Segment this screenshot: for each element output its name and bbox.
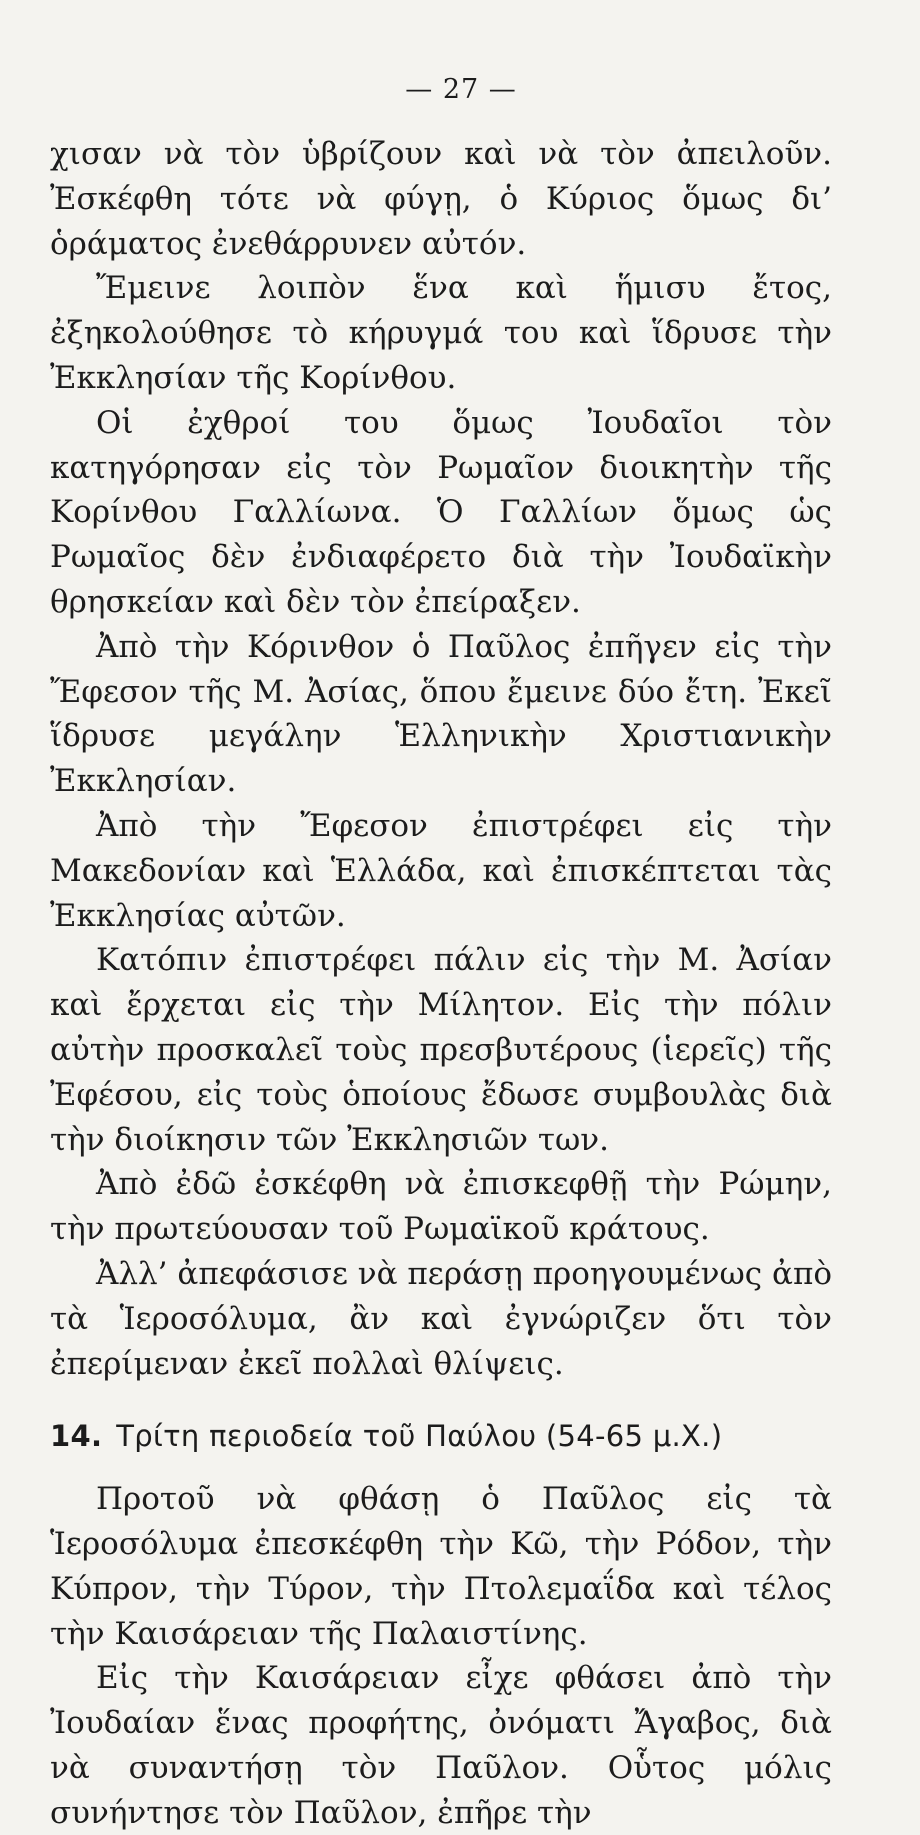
- section-number: 14.: [50, 1419, 103, 1454]
- paragraph: χισαν νὰ τὸν ὑβρίζουν καὶ νὰ τὸν ἀπειλοῦν. Ἐσκέφθη τότε νὰ φύγῃ, ὁ Κύριος ὅμως δι’ ὁράματος ἐνεθάρρυνεν αὐτόν.: [50, 136, 832, 262]
- paragraph: Εἰς τὴν Καισάρειαν εἶχε φθάσει ἀπὸ τὴν Ἰουδαίαν ἕνας προφήτης, ὀνόματι Ἄγαβος, διὰ νὰ συναντήσῃ τὸν Παῦλον. Οὗτος μόλις συνήντησε τὸν Παῦλον, ἐπῆρε τὴν: [50, 1660, 832, 1831]
- paragraph: Ἔμεινε λοιπὸν ἕνα καὶ ἥμισυ ἔτος, ἐξηκολούθησε τὸ κήρυγμά του καὶ ἵδρυσε τὴν Ἐκκλησίαν τῆς Κορίνθου.: [50, 270, 832, 396]
- section-heading: [50, 1414, 832, 1459]
- paragraph: Ἀπὸ ἐδῶ ἐσκέφθη νὰ ἐπισκεφθῇ τὴν Ρώμην, τὴν πρωτεύουσαν τοῦ Ρωμαϊκοῦ κράτους.: [50, 1166, 832, 1248]
- section-title: Τρίτη περιοδεία τοῦ Παύλου (54-65 μ.Χ.): [116, 1419, 723, 1454]
- paragraph: Ἀλλ’ ἀπεφάσισε νὰ περάσῃ προηγουμένως ἀπὸ τὰ Ἱεροσόλυμα, ἂν καὶ ἐγνώριζεν ὅτι τὸν ἐπερίμεναν ἐκεῖ πολλαὶ θλίψεις.: [50, 1255, 832, 1382]
- body-text-before-section: [50, 132, 832, 1386]
- paragraph: Ἀπὸ τὴν Κόρινθον ὁ Παῦλος ἐπῆγεν εἰς τὴν Ἔφεσον τῆς Μ. Ἀσίας, ὅπου ἔμεινε δύο ἔτη. Ἐκεῖ ἵδρυσε μεγάλην Ἑλληνικὴν Χριστιανικὴν Ἐκκλησίαν.: [50, 628, 832, 800]
- paragraph: Ἀπὸ τὴν Ἔφεσον ἐπιστρέφει εἰς τὴν Μακεδονίαν καὶ Ἑλλάδα, καὶ ἐπισκέπτεται τὰς Ἐκκλησίας αὐτῶν.: [50, 807, 832, 934]
- body-text-after-section: [50, 1477, 832, 1835]
- paragraph: Οἱ ἐχθροί του ὅμως Ἰουδαῖοι τὸν κατηγόρησαν εἰς τὸν Ρωμαῖον διοικητὴν τῆς Κορίνθου Γαλλίωνα. Ὁ Γαλλίων ὅμως ὡς Ρωμαῖος δὲν ἐνδιαφέρετο διὰ τὴν Ἰουδαϊκὴν θρησκείαν καὶ δὲν τὸν ἐπείραξεν.: [50, 404, 832, 620]
- paragraph: Προτοῦ νὰ φθάσῃ ὁ Παῦλος εἰς τὰ Ἱεροσόλυμα ἐπεσκέφθη τὴν Κῶ, τὴν Ρόδον, τὴν Κύπρον, τὴν Τύρον, τὴν Πτολεμαΐδα καὶ τέλος τὴν Καισάρειαν τῆς Παλαιστίνης.: [50, 1481, 832, 1652]
- paragraph: Κατόπιν ἐπιστρέφει πάλιν εἰς τὴν Μ. Ἀσίαν καὶ ἔρχεται εἰς τὴν Μίλητον. Εἰς τὴν πόλιν αὐτὴν προσκαλεῖ τοὺς πρεσβυτέρους (ἱερεῖς) τῆς Ἐφέσου, εἰς τοὺς ὁποίους ἔδωσε συμβουλὰς διὰ τὴν διοίκησιν τῶν Ἐκκλησιῶν των.: [50, 942, 832, 1158]
- page-number: — 27 —: [405, 74, 517, 105]
